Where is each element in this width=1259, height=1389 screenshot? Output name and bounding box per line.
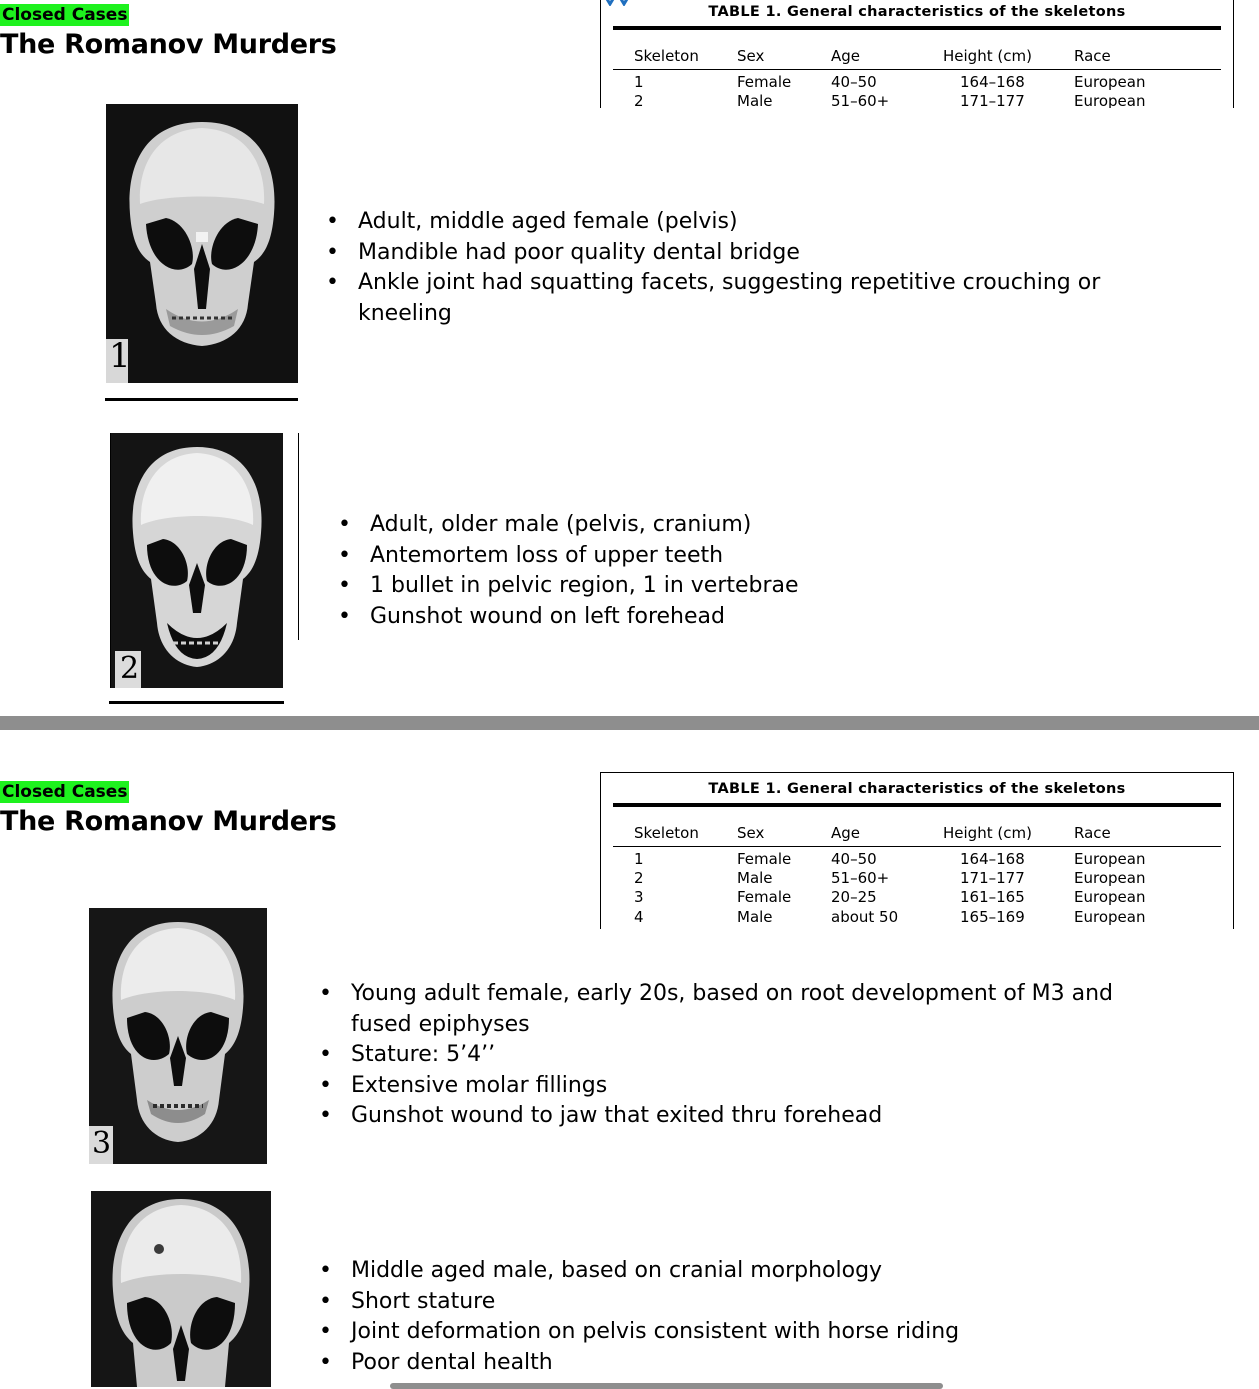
skeleton-characteristics-table <box>600 772 1234 929</box>
divider-line <box>110 433 111 688</box>
bullet-icon: • <box>326 209 339 234</box>
table-cell: Female <box>737 73 792 91</box>
table-header-row <box>601 47 1233 67</box>
bullet-text: Adult, older male (pelvis, cranium) <box>370 512 752 537</box>
bullet-text: Middle aged male, based on cranial morphology <box>351 1258 883 1283</box>
bullet-text: Antemortem loss of upper teeth <box>370 542 724 568</box>
table-caption: TABLE 1. General characteristics of the skeletons <box>708 781 1126 797</box>
table-cell: Male <box>737 92 773 108</box>
list-item <box>326 238 1106 269</box>
bullet-icon: • <box>326 270 339 295</box>
skull-1-image <box>106 104 298 383</box>
closed-cases-tag: Closed Cases <box>2 782 128 802</box>
bullet-icon: • <box>319 1072 332 1098</box>
table-cell: 161–165 <box>960 888 1025 906</box>
skeleton-2-bullet-list <box>338 510 1098 632</box>
table-cell: 3 <box>634 888 644 906</box>
table-header-cell: Skeleton <box>634 824 699 842</box>
bullet-icon: • <box>319 1349 332 1375</box>
divider-line <box>109 701 284 704</box>
table-cell: 171–177 <box>960 92 1025 108</box>
skull-2-image <box>111 433 283 688</box>
list-item <box>319 1287 1119 1318</box>
bullet-icon: • <box>319 1042 332 1067</box>
table-caption: TABLE 1. General characteristics of the skeletons <box>708 4 1126 20</box>
table-cell: 4 <box>634 908 644 926</box>
slide-title: The Romanov Murders <box>0 29 337 60</box>
bullet-icon: • <box>338 542 351 568</box>
table-cell: European <box>1074 73 1146 91</box>
table-cell: European <box>1074 869 1146 887</box>
bullet-text: Adult, middle aged female (pelvis) <box>358 209 738 234</box>
table-rule <box>613 26 1221 30</box>
list-item <box>319 1101 1119 1132</box>
bullet-icon: • <box>338 512 351 537</box>
bullet-text: Stature: 5’4’’ <box>351 1042 496 1067</box>
list-item <box>319 1040 1119 1071</box>
table-row <box>601 888 1233 908</box>
table-cell: Male <box>737 869 773 887</box>
list-item <box>319 1317 1119 1348</box>
bullet-text: Ankle joint had squatting facets, suggesting repetitive crouching or kneeling <box>358 270 1101 326</box>
table-header-cell: Race <box>1074 47 1111 65</box>
table-cell: 1 <box>634 73 644 91</box>
table-cell: 2 <box>634 869 644 887</box>
bullet-icon: • <box>319 981 332 1006</box>
table-header-cell: Age <box>831 47 861 65</box>
bullet-text: Mandible had poor quality dental bridge <box>358 239 800 265</box>
table-cell: 20–25 <box>831 888 877 906</box>
divider-line <box>298 433 299 640</box>
list-item <box>326 207 1106 238</box>
list-item <box>338 510 1098 541</box>
bullet-icon: • <box>319 1288 332 1314</box>
slide-title: The Romanov Murders <box>0 806 337 837</box>
table-cell: 164–168 <box>960 850 1025 868</box>
bullet-icon: • <box>319 1258 332 1283</box>
bullet-icon: • <box>326 239 339 265</box>
table-cell: 51–60+ <box>831 92 890 108</box>
bullet-text: Gunshot wound on left forehead <box>370 603 725 629</box>
list-item <box>319 1348 1119 1379</box>
bullet-icon: • <box>319 1319 332 1344</box>
divider-line <box>105 398 298 401</box>
table-rule <box>613 69 1221 70</box>
table-cell: 40–50 <box>831 850 877 868</box>
table-cell: European <box>1074 908 1146 926</box>
table-rule <box>613 846 1221 847</box>
table-cell: about 50 <box>831 908 899 926</box>
list-item <box>338 571 1098 602</box>
table-header-cell: Sex <box>737 824 765 842</box>
skull-label: 1 <box>109 336 131 376</box>
table-cell: Female <box>737 850 792 868</box>
bullet-text: Poor dental health <box>351 1349 553 1375</box>
table-rule <box>613 803 1221 807</box>
bullet-icon: • <box>338 573 351 598</box>
skull-3-image <box>89 908 267 1164</box>
list-item <box>338 602 1098 633</box>
closed-cases-tag: Closed Cases <box>2 5 128 25</box>
bullet-text: Extensive molar fillings <box>351 1072 608 1098</box>
table-header-cell: Height (cm) <box>943 824 1032 842</box>
table-cell: Female <box>737 888 792 906</box>
bullet-text: Short stature <box>351 1288 496 1314</box>
skeleton-4-bullet-list <box>319 1256 1119 1378</box>
table-cell: European <box>1074 888 1146 906</box>
table-row <box>601 908 1233 928</box>
table-header-cell: Sex <box>737 47 765 65</box>
skeleton-1-bullet-list <box>326 207 1106 329</box>
table-cell: 51–60+ <box>831 869 890 887</box>
skull-label: 2 <box>120 651 140 686</box>
table-header-cell: Skeleton <box>634 47 699 65</box>
table-header-cell: Age <box>831 824 861 842</box>
table-header-row <box>601 824 1233 844</box>
skeleton-characteristics-table <box>600 0 1234 108</box>
table-cell: 1 <box>634 850 644 868</box>
bullet-text: Gunshot wound to jaw that exited thru forehead <box>351 1103 883 1128</box>
list-item <box>338 541 1098 572</box>
skull-4-image <box>91 1191 271 1387</box>
table-row <box>601 850 1233 870</box>
table-cell: European <box>1074 850 1146 868</box>
table-cell: Male <box>737 908 773 926</box>
table-header-cell: Race <box>1074 824 1111 842</box>
table-cell: 2 <box>634 92 644 108</box>
list-item <box>319 1071 1119 1102</box>
table-cell: 164–168 <box>960 73 1025 91</box>
list-item <box>319 1256 1119 1287</box>
table-header-cell: Height (cm) <box>943 47 1032 65</box>
list-item <box>319 979 1119 1040</box>
horizontal-scrollbar[interactable] <box>390 1383 943 1389</box>
table-cell: 171–177 <box>960 869 1025 887</box>
list-item <box>326 268 1106 329</box>
bullet-text: Young adult female, early 20s, based on root development of M3 and fused epiphyses <box>351 981 1113 1037</box>
slide-2[interactable] <box>0 730 1259 1387</box>
skeleton-3-bullet-list <box>319 979 1119 1132</box>
bullet-text: Joint deformation on pelvis consistent with horse riding <box>351 1319 960 1344</box>
skull-label: 3 <box>92 1126 112 1161</box>
table-cell: 40–50 <box>831 73 877 91</box>
table-cell: European <box>1074 92 1146 108</box>
table-row <box>601 92 1233 108</box>
table-cell: 165–169 <box>960 908 1025 926</box>
bullet-icon: • <box>338 603 351 629</box>
bullet-text: 1 bullet in pelvic region, 1 in vertebrae <box>370 573 799 598</box>
table-row <box>601 73 1233 93</box>
slide-separator <box>0 716 1259 730</box>
table-row <box>601 869 1233 889</box>
bullet-icon: • <box>319 1103 332 1128</box>
